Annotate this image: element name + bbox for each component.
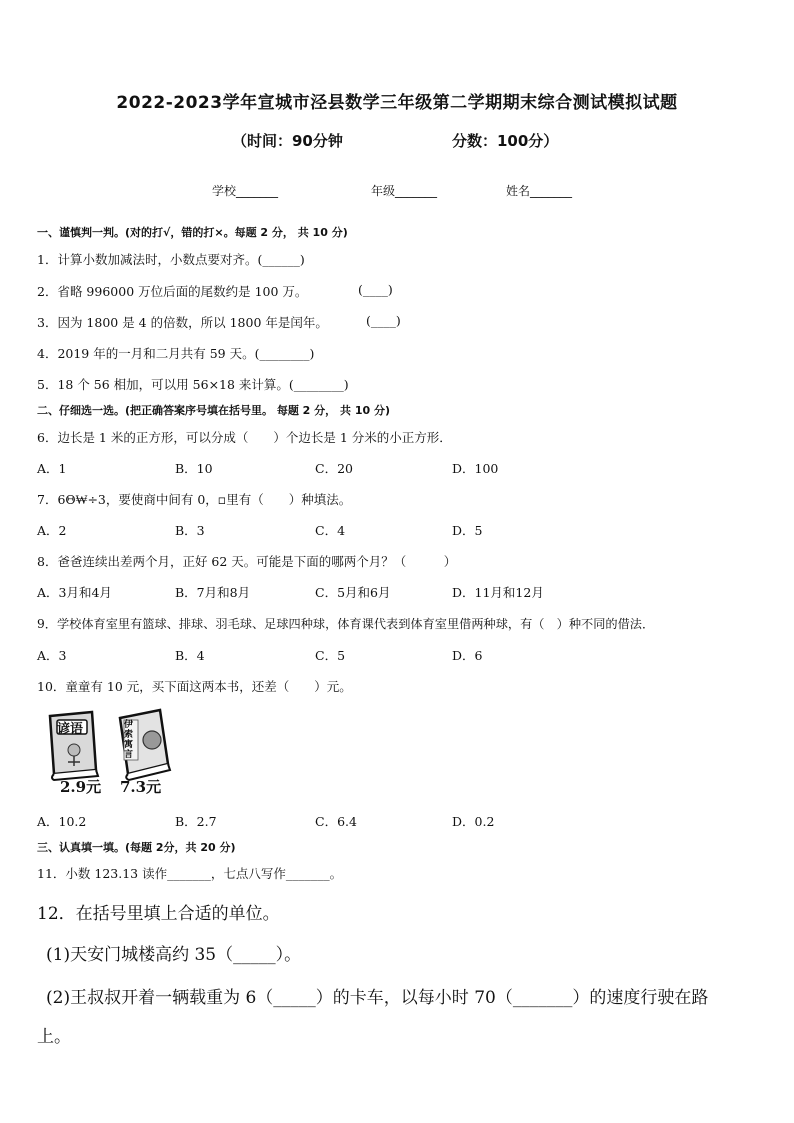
q6-option-a[interactable]: A．1 [37,461,67,476]
section-3-heading: 三、认真填一填。(每题 2分，共 20 分) [37,841,236,854]
question-12: 12．在括号里填上合适的单位。 [37,904,280,924]
question-2: 2．省略 996000 万位后面的尾数约是 100 万。 [37,284,308,299]
page-title: 2022-2023学年宣城市泾县数学三年级第二学期期末综合测试模拟试题 [116,93,678,113]
q8-option-a[interactable]: A．3月和4月 [37,585,112,600]
q7-option-d[interactable]: D．5 [452,523,483,538]
exam-score: 分数：100分） [452,132,559,150]
question-9: 9．学校体育室里有篮球、排球、羽毛球、足球四种球，体育课代表到体育室里借两种球，有（ ）种不同的借法． [37,617,655,631]
question-1: 1．计算小数加减法时，小数点要对齐。(______) [37,252,305,267]
question-7: 7．6Θ₩÷3，要使商中间有 0，▫里有（ ）种填法。 [37,492,352,507]
q9-option-a[interactable]: A．3 [37,648,67,663]
school-field[interactable]: 学校_______ [212,184,279,198]
book-1-title: 谚语 [57,722,84,737]
q9-option-c[interactable]: C．5 [315,648,346,663]
q6-option-c[interactable]: C．20 [315,461,353,476]
q7-option-c[interactable]: C．4 [315,523,346,538]
q9-option-b[interactable]: B．4 [175,648,205,663]
q10-option-c[interactable]: C．6.4 [315,814,357,829]
question-11: 11．小数 123.13 读作_______，七点八写作_______。 [37,866,343,881]
question-5: 5．18 个 56 相加，可以用 56×18 来计算。(________) [37,377,349,392]
q6-option-b[interactable]: B．10 [175,461,213,476]
section-2-heading: 二、仔细选一选。(把正确答案序号填在括号里。 每题 2 分， 共 10 分) [37,404,390,417]
book-2-price: 7.3元 [120,778,162,796]
question-3-blank[interactable]: (____) [366,313,401,328]
question-4: 4．2019 年的一月和二月共有 59 天。(________) [37,346,315,361]
grade-field[interactable]: 年级_______ [371,184,438,198]
q8-option-c[interactable]: C．5月和6月 [315,585,391,600]
q10-option-a[interactable]: A．10.2 [37,814,87,829]
q8-option-d[interactable]: D．11月和12月 [452,585,544,600]
q7-option-b[interactable]: B．3 [175,523,205,538]
question-2-blank[interactable]: (____) [358,282,393,297]
q10-option-b[interactable]: B．2.7 [175,814,217,829]
question-8: 8．爸爸连续出差两个月，正好 62 天。可能是下面的哪两个月？（ ） [37,554,457,569]
q6-option-d[interactable]: D．100 [452,461,499,476]
exam-time: （时间：90分钟 [232,132,343,150]
q8-option-b[interactable]: B．7月和8月 [175,585,251,600]
q7-option-a[interactable]: A．2 [37,523,67,538]
question-12-part-2: (2)王叔叔开着一辆载重为 6（_____）的卡车，以每小时 70（_______）的速度行驶在路 [46,988,709,1008]
q10-option-d[interactable]: D．0.2 [452,814,495,829]
question-12-part-1: (1)天安门城楼高约 35（_____）。 [46,945,302,965]
question-3: 3．因为 1800 是 4 的倍数，所以 1800 年是闰年。 [37,315,328,330]
question-10: 10．童童有 10 元，买下面这两本书，还差（ ）元。 [37,679,352,694]
section-1-heading: 一、谨慎判一判。(对的打√，错的打×。每题 2 分， 共 10 分) [37,226,348,239]
book-2-title: 伊索寓言 [124,720,134,760]
q9-option-d[interactable]: D．6 [452,648,483,663]
question-12-part-2-cont: 上。 [37,1027,71,1047]
name-field[interactable]: 姓名_______ [506,184,573,198]
question-6: 6．边长是 1 米的正方形，可以分成（ ）个边长是 1 分米的小正方形． [37,430,452,445]
book-1-price: 2.9元 [60,778,102,796]
books-illustration [44,708,224,800]
